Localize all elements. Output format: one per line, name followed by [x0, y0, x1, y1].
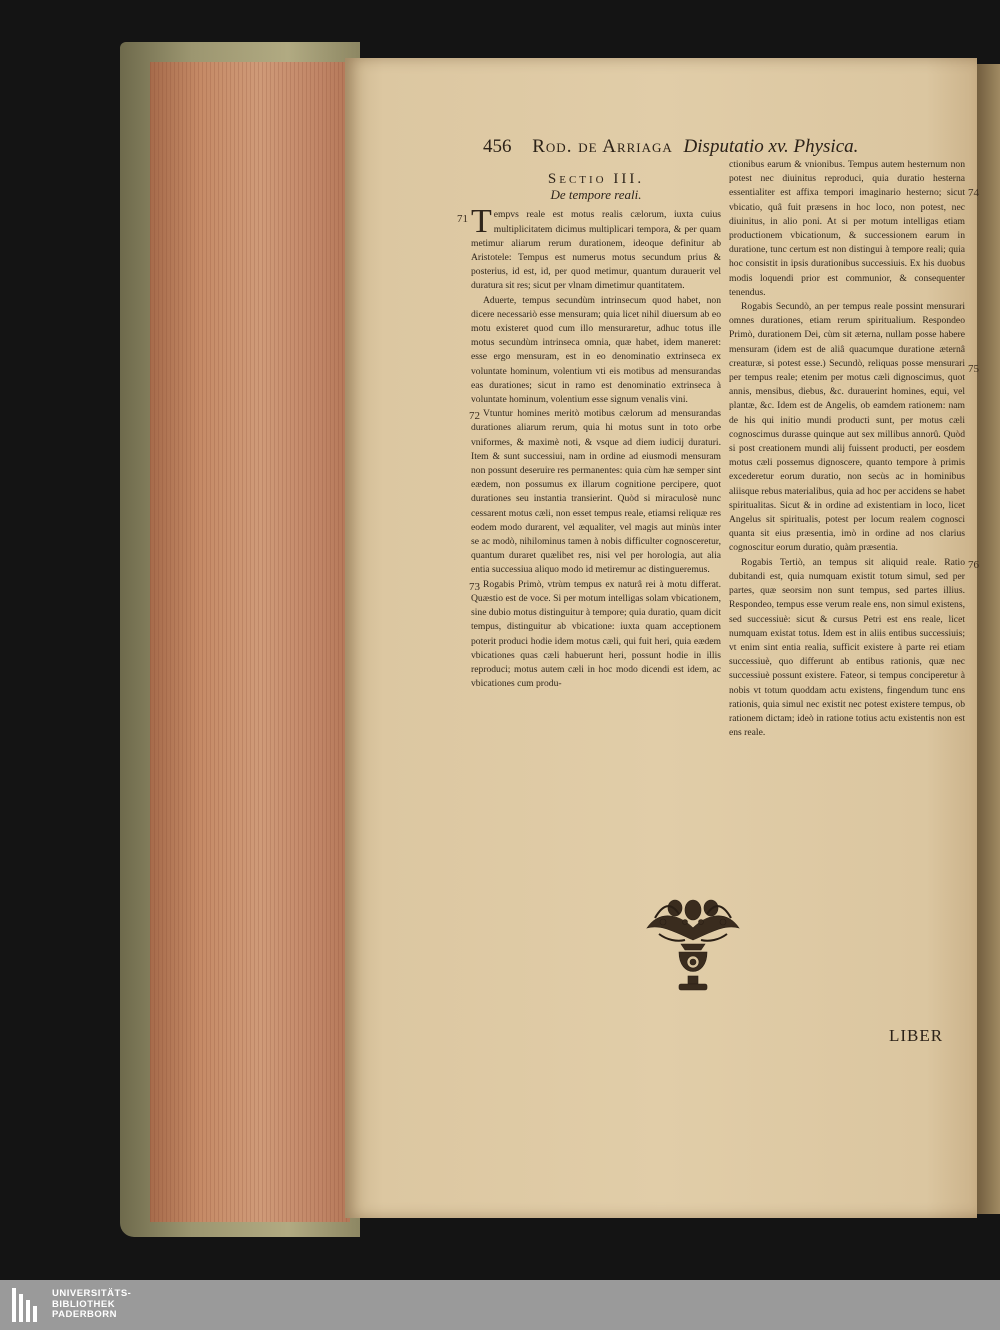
paragraph [729, 556, 979, 741]
paragraph [471, 407, 721, 577]
book-page [345, 58, 977, 1218]
section-subtitle: De tempore reali. [550, 187, 642, 203]
facing-page-edge [975, 64, 1000, 1214]
paragraph-text: empvs reale est motus realis cælorum, iuxta cuius multiplicitatem dicimus multiplicari tempora, & per quam metimur aliarum rerum durationem, ideoque definitur ab Aristotele: Tempus est numerus motus secundum prius & posterius, id est, id, per quod metimur, quantum durauerit vel duratura sit res; sicut per vlnam dimetimur quantitatem. [471, 209, 721, 292]
drop-cap: T [471, 203, 492, 241]
marginal-number: 72 [469, 410, 480, 423]
paragraph-text: Vtuntur homines meritò motibus cælorum ad mensurandas durationes aliarum rerum, quia hi motus sunt in toto orbe vniformes, & maximè noti, & vsque ad diem iudicij duraturi. Item & sunt successiui, nam in ordine ad eiusmodi mensuram non possunt deseruire res permanentes: quia cùm hæ semper sint eædem, non possumus ex illarum cognitione percipere, quot durationes seu instantia transierint. Quòd si miraculosè nunc cessarent motus cæli, non esset tempus reale, etiamsi reliquæ res eodem modo durarent, vel æqualiter, vel magis aut minùs inter se ac modò, nihilominus tamen à nobis difficulter cognosceretur, quantum duraret quælibet res, nisi vel per horologia, aut alia entia successiua aliquo modo id metiremur ac distingueremus. [471, 408, 721, 576]
library-footer-bar [0, 1280, 1000, 1330]
running-head-title: Disputatio xv. Physica. [683, 136, 859, 157]
catchword: LIBER [889, 1026, 944, 1045]
paragraph-text: Rogabis Secundò, an per tempus reale possint mensurari omnes durationes, etiam rerum spiritualium. Respondeo Primò, durationem Dei, cùm sit æterna, nullam posse habere mensuram (idem est de aliâ quacumque duratione æternâ creaturæ, si potest esse.) Secundò, reliquas posse mensurari per tempus reale; etenim per motus cæli dignoscimus, quot annis, mensibus, diebus, &c. durauerint homines, equi, vel plantæ, &c. Idem est de Angelis, ob eamdem rationem: nam de his qui initio mundi producti sunt, per motus cæli cognoscimus durasse quinque aut sex millibus annorû. Quòd si post creationem mundi alij fuissent producti, per eosdem motus cæli possemus dignoscere, quanto tempore à primis excederetur eorum duratio, non secùs ac in hominibus aliisque rebus materialibus, quia ad hoc per accidens se habet spiritualitas. Sicut & in ordine ad existentiam in loco, licet Angelus sit spiritualis, potest per locum realem cognosci quanta sit eius præsentia, imò in ordine ad nos clarius cognoscitur eorum duratio, quàm præsentia. [729, 301, 965, 554]
library-logo-text [52, 1289, 131, 1321]
section-heading: Sectio III. [547, 171, 645, 187]
marginal-number: 76 [968, 558, 979, 571]
paragraph-text: ctionibus earum & vnionibus. Tempus autem hesternum non potest nec diuinitus reproduci, quia duratio hesterna essentialiter est affixa tempori imaginario hesterno; sicut vbicatio, quâ fuit præsens in hoc loco, non potest, nec diuinitus, in alio poni. At si per motum intelligas etiam productionem vbicationum, & successionem earum in duratione, tunc certum est non distingui à tempore reali; quia hoc consistit in ipsis durationibus successiuis. Ex his duobus modis loquendi prior est communior, & consequenter tenendus. [729, 159, 965, 298]
paragraph [471, 578, 721, 692]
paragraph [729, 300, 979, 556]
paragraph [457, 203, 721, 293]
paragraph-text: Rogabis Tertiò, an tempus sit aliquid reale. Ratio dubitandi est, quia numquam existit totum simul, sed per partes, quæ seorsim non sunt tempus, sed partes illius. Respondeo, tempus esse verum reale ens, non simul existens, sed successiuè: sicut & cursus Petri est ens reale, licet numquam existat totus. Idem est in aliis entibus successiuis; vt enim sint entia realia, sufficit existere à parte rei etiam successiuè, quo differunt ab entibus rationis, quæ nec successiuè possunt existere. Fateor, si tempus conciperetur à nobis vt totum quoddam actu existens, fingendum tunc ens rationis, quia simul nec existit nec potest existere tempus, ob rationem dictam; ideò in ratione totius actu existentis non est ens reale. [729, 556, 965, 739]
marginal-number: 71 [457, 213, 468, 226]
running-head [483, 136, 953, 158]
paragraph-text: Aduerte, tempus secundùm intrinsecum quod habet, non dicere necessariò esse mensuram; quia licet nihil diuersum ab eo motu existeret quod cum illo mensuraretur, adhuc totus ille motus secundùm intrinseca omnia, quæ habet, idem maneret: esse ergo mensuram, est in eo denominatio extrinseca ex voluntate hominum, volentium vti eis motibus ad mensurandas eas durationes; sicut in ramo est denominatio extrinseca à voluntate hominum, volentium esse signum venalis vini. [471, 294, 721, 406]
paragraph [729, 158, 979, 300]
text-column-left [457, 164, 721, 691]
marginal-number: 75 [968, 363, 979, 376]
library-logo-icon [12, 1288, 42, 1322]
marginal-number: 73 [469, 580, 480, 593]
marginal-number: 74 [968, 187, 979, 199]
running-head-author: Rod. de Arriaga [532, 136, 673, 157]
paragraph [471, 294, 721, 408]
page-number: 456 [483, 136, 512, 157]
paragraph-text: Rogabis Primò, vtrùm tempus ex naturâ rei à motu differat. Quæstio est de voce. Si per motum intelligas solam vbicationem, sine dubio motus distinguitur à tempore; quia duratio, quam dicit tempus, distinguitur ab vbicatione: iuxta quam acceptionem poterit produci hodie idem motus cæli, qui fuit heri, quia eædem vbicationes quas cæli habuerunt heri, possunt hodie in illis reproduci; motus autem cæli in hoc modo dicendi est idem, ac vbicationes cum produ- [471, 578, 721, 690]
logo-line: UNIVERSITÄTS- [52, 1288, 132, 1299]
page-block-edge [150, 62, 350, 1222]
logo-line: BIBLIOTHEK [52, 1298, 116, 1310]
logo-line: PADERBORN [52, 1309, 118, 1320]
text-column-right [729, 158, 979, 740]
floral-vase-fleuron-icon [641, 888, 745, 1000]
